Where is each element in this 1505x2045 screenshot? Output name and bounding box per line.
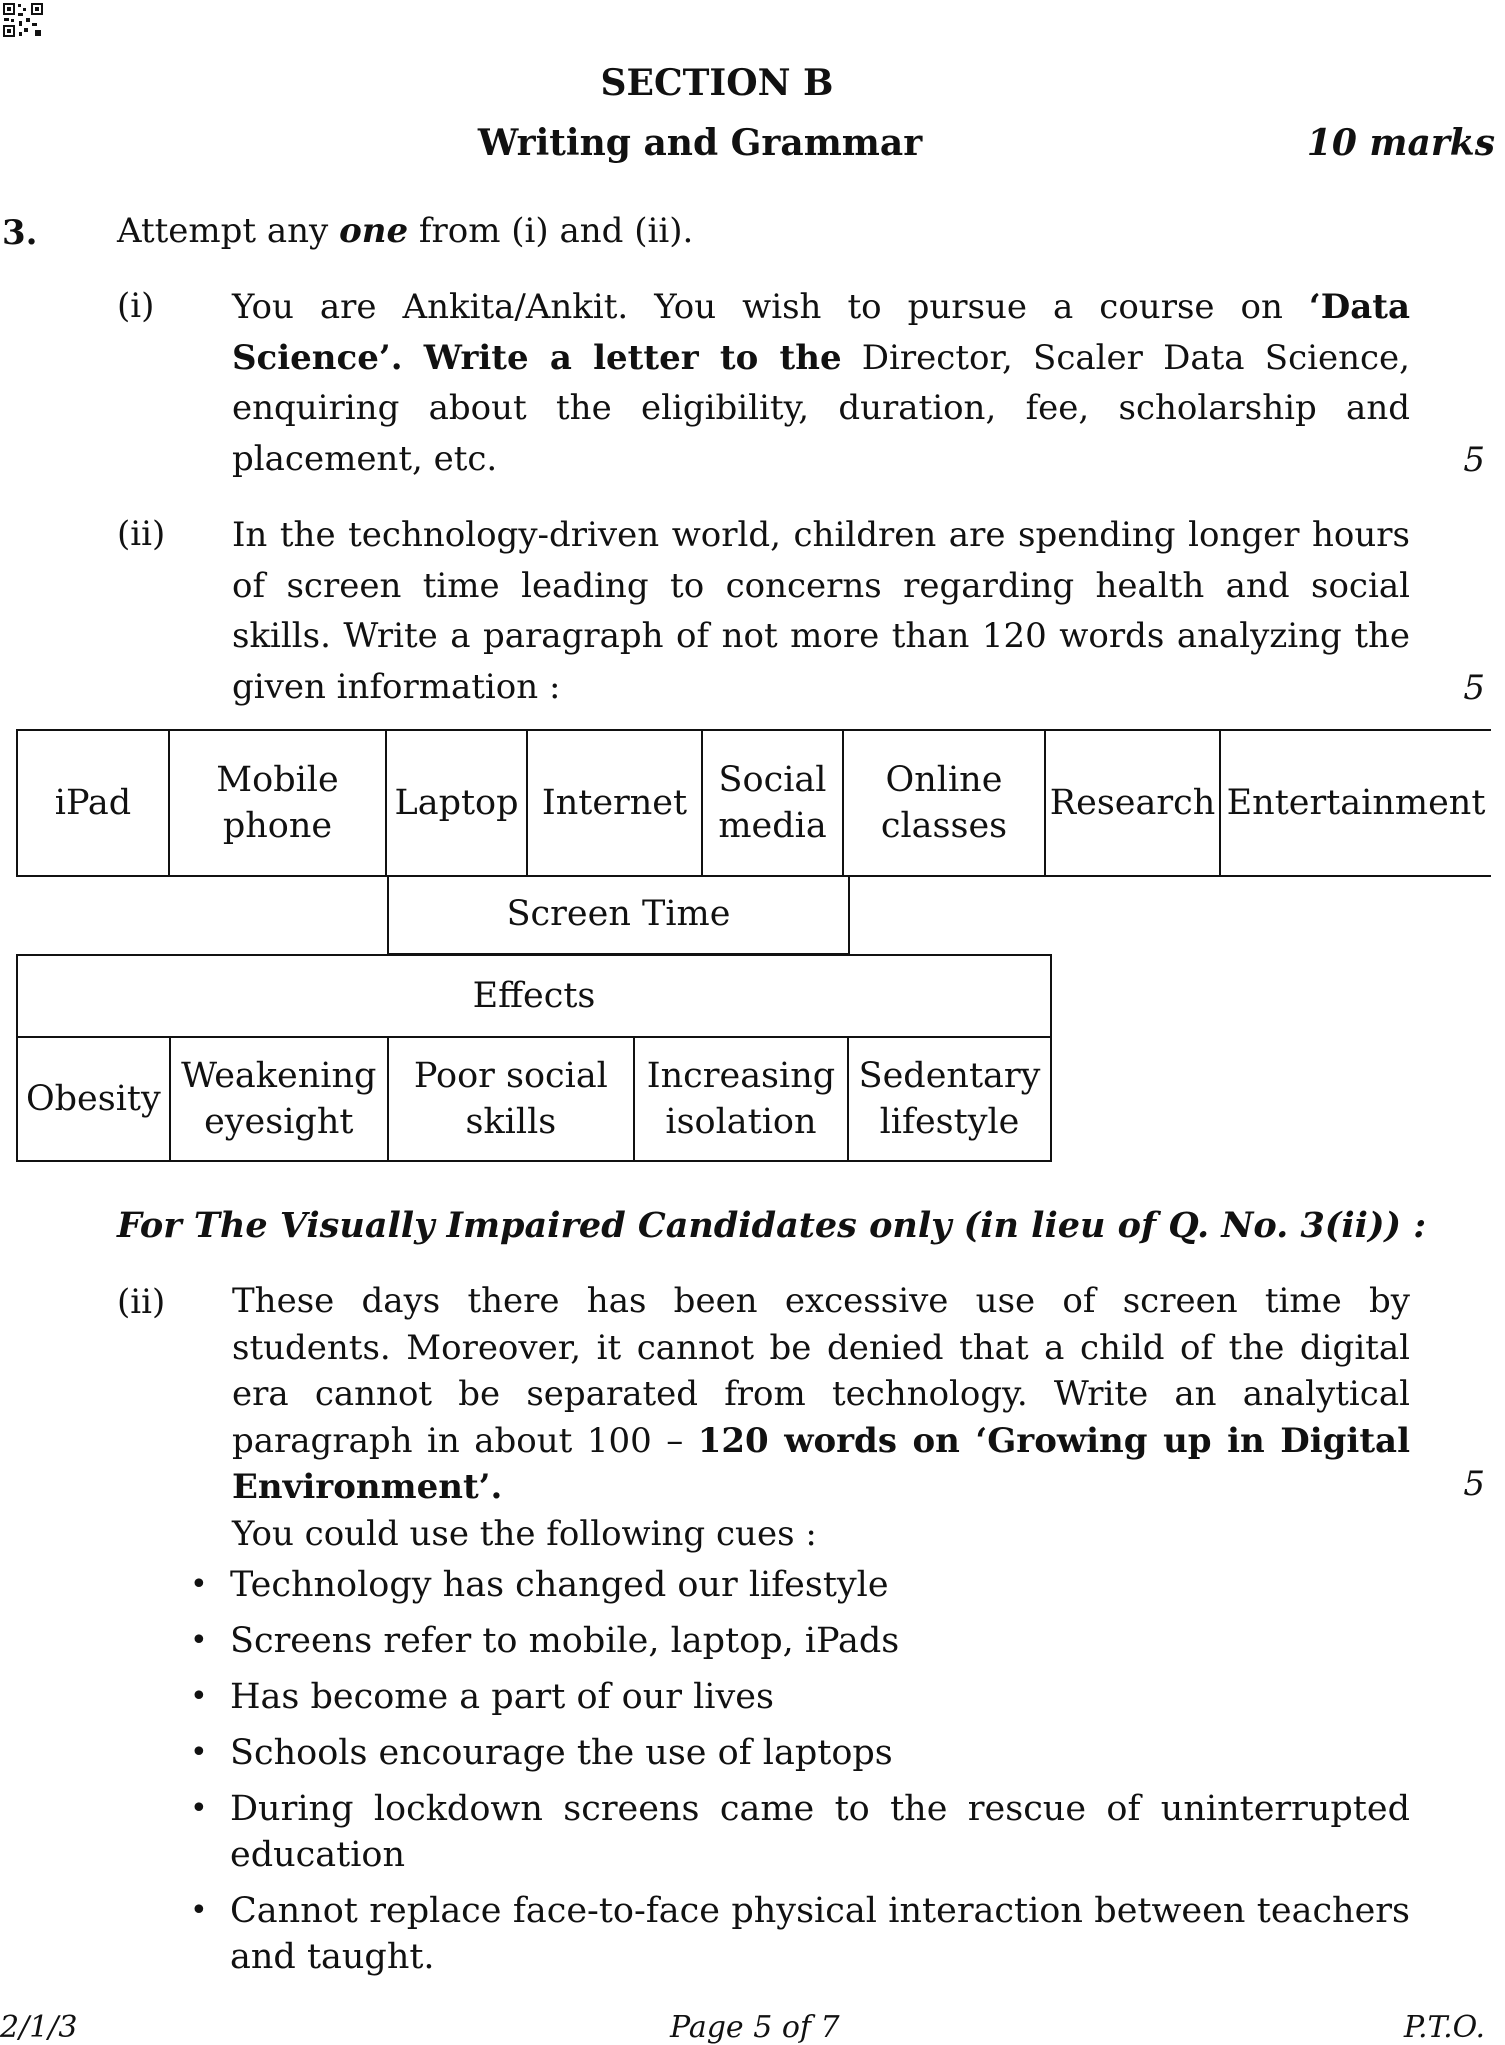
effects-table: [16, 954, 1052, 1162]
part-ii-text: In the technology-driven world, children are spending longer hours of screen time leading to concerns regarding health and social skills. Write a paragraph of not more than 120 words analyzing the given information :: [232, 515, 1410, 707]
screen-time-cell: Screen Time: [388, 875, 849, 954]
part-i-text-3: Director, Scaler Data Science, enquiring about the eligibility, duration, fee, scholarship and placement, etc.: [232, 337, 1410, 479]
device-cell: iPad: [17, 730, 169, 876]
part-i-marks: 5: [1463, 440, 1485, 480]
part-i-label: (i): [117, 286, 155, 326]
device-cell: Internet: [527, 730, 702, 876]
effect-cell: Poor social skills: [388, 1037, 634, 1161]
effect-cell: Obesity: [17, 1037, 170, 1161]
part-i-text-1: You are Ankita/Ankit. You wish to pursue a course on: [232, 287, 1309, 327]
effect-cell: Weakening eyesight: [170, 1037, 388, 1161]
qr-code-icon: [2, 2, 44, 38]
pto-label: P.T.O.: [1403, 2010, 1485, 2045]
device-cell: Online classes: [843, 730, 1045, 876]
paper-code: 2/1/3: [0, 2010, 78, 2045]
list-item: • Technology has changed our lifestyle: [230, 1562, 1410, 1608]
vi-part-label: (ii): [117, 1282, 166, 1322]
device-cell: Entertainment: [1220, 730, 1491, 876]
vi-text-1: These days there has been excessive use of screen time by students. Moreover, it cannot be denied that a child of the digital era cannot be separated from technology. Write an analytical paragraph in about 100 –: [232, 1281, 1410, 1461]
devices-table: [16, 729, 1491, 877]
effect-cell: Increasing isolation: [634, 1037, 848, 1161]
device-cell: Social media: [702, 730, 843, 876]
instruction-post: from (i) and (ii).: [408, 211, 694, 251]
vi-part-text: [232, 1278, 1410, 1511]
question-number: 3.: [2, 213, 38, 253]
list-item: • Schools encourage the use of laptops: [230, 1730, 1410, 1776]
section-marks: 10 marks: [1306, 122, 1495, 164]
list-item: • Cannot replace face-to-face physical interaction between teachers and taught.: [230, 1888, 1410, 1980]
question-instruction: [117, 211, 693, 251]
cues-intro: You could use the following cues :: [232, 1514, 817, 1554]
list-item: • Has become a part of our lives: [230, 1674, 1410, 1720]
vi-part-marks: 5: [1463, 1464, 1485, 1504]
device-cell: Laptop: [386, 730, 527, 876]
instruction-emphasis: one: [339, 211, 409, 251]
part-i-text-2: ‘Data Science’. Write a letter to the: [232, 287, 1410, 378]
part-ii-label: (ii): [117, 514, 166, 554]
visually-impaired-heading: For The Visually Impaired Candidates only (in lieu of Q. No. 3(ii)) :: [117, 1205, 1427, 1246]
list-item: • During lockdown screens came to the rescue of uninterrupted education: [230, 1786, 1410, 1878]
part-ii-marks: 5: [1463, 668, 1485, 708]
cues-list: [230, 1562, 1410, 1990]
list-item: • Screens refer to mobile, laptop, iPads: [230, 1618, 1410, 1664]
effect-cell: Sedentary lifestyle: [848, 1037, 1051, 1161]
screen-time-table: [387, 875, 850, 955]
instruction-pre: Attempt any: [117, 211, 340, 251]
vi-text-2: 120 words on ‘Growing up in Digital Environment’.: [232, 1420, 1410, 1507]
device-cell: Research: [1045, 730, 1220, 876]
device-cell: Mobile phone: [169, 730, 386, 876]
section-subtitle: Writing and Grammar: [477, 122, 923, 164]
effects-title-cell: Effects: [17, 955, 1051, 1037]
page-number: Page 5 of 7: [670, 2010, 840, 2045]
section-title: SECTION B: [600, 62, 834, 104]
part-i-text: [232, 282, 1410, 484]
